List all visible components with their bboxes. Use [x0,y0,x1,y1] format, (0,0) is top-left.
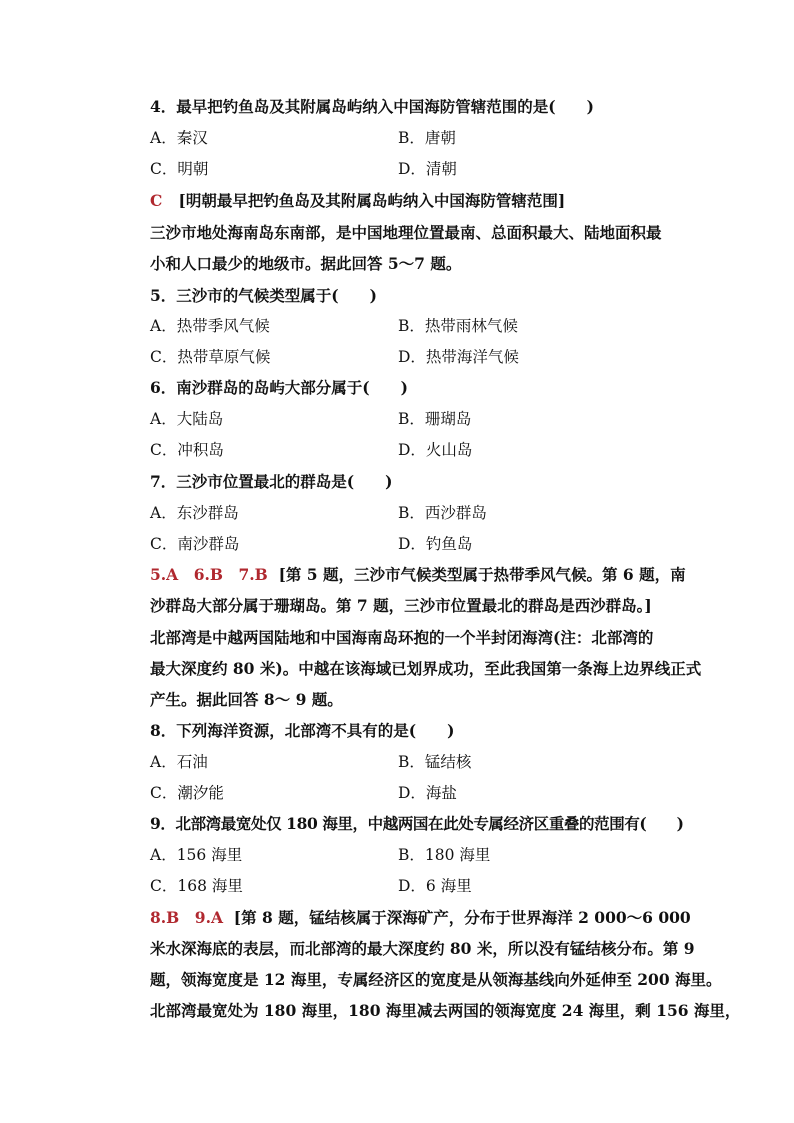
question-6-options-row1 [150,409,670,429]
answer-5-7-text-1: [第 5 题，三沙市气候类型属于热带季风气候。第 6 题，南 [278,565,686,584]
option-6d: D．火山岛 [398,441,473,459]
option-5a: A．热带季风气候 [150,317,270,335]
answer-4 [150,191,670,211]
question-7-options-row2 [150,534,670,554]
option-4c: C．明朝 [150,160,209,178]
question-8-stem: 8．下列海洋资源，北部湾不具有的是( ) [150,721,455,740]
question-6-stem: 6．南沙群岛的岛屿大部分属于( ) [150,378,408,397]
question-9-stem: 9．北部湾最宽处仅 180 海里，中越两国在此处专属经济区重叠的范围有( ) [150,814,684,833]
question-4-stem: 4．最早把钓鱼岛及其附属岛屿纳入中国海防管辖范围的是( ) [150,97,594,116]
question-9-options-row2 [150,876,670,896]
option-5d: D．热带海洋气候 [398,348,519,366]
passage-2-line-3: 产生。据此回答 8～ 9 题。 [150,690,343,709]
option-6a: A．大陆岛 [150,410,224,428]
answer-8-9-line-3: 题，领海宽度是 12 海里，专属经济区的宽度是从领海基线向外延伸至 200 海里。 [150,970,722,989]
question-5-options-row1 [150,316,670,336]
option-8c: C．潮汐能 [150,784,224,802]
passage-2-line-2: 最大深度约 80 米)。中越在该海域已划界成功，至此我国第一条海上边界线正式 [150,659,702,678]
question-4-options-row2 [150,159,670,179]
option-9c: C．168 海里 [150,877,243,895]
option-6b: B．珊瑚岛 [398,410,472,428]
option-7c: C．南沙群岛 [150,535,240,553]
option-4a: A．秦汉 [150,129,208,147]
answer-8-9-line-4: 北部湾最宽处为 180 海里，180 海里减去两国的领海宽度 24 海里，剩 156 海里， [150,1001,741,1020]
option-8a: A．石油 [150,753,208,771]
passage-1-line-2: 小和人口最少的地级市。据此回答 5～7 题。 [150,254,462,273]
option-8d: D．海盐 [398,784,457,802]
option-9b: B．180 海里 [398,846,491,864]
answer-5-7-line-1 [150,565,686,585]
answer-5-7-key: 5.A 6.B 7.B [150,565,268,584]
question-7-stem: 7．三沙市位置最北的群岛是( ) [150,472,393,491]
option-4d: D．清朝 [398,160,457,178]
passage-2-line-1: 北部湾是中越两国陆地和中国海南岛环抱的一个半封闭海湾(注：北部湾的 [150,628,654,647]
option-4b: B．唐朝 [398,129,456,147]
answer-8-9-line-2: 米水深海底的表层，而北部湾的最大深度约 80 米，所以没有锰结核分布。第 9 [150,939,695,958]
passage-1-line-1: 三沙市地处海南岛东南部，是中国地理位置最南、总面积最大、陆地面积最 [150,223,662,242]
option-9a: A．156 海里 [150,846,243,864]
question-5-stem: 5．三沙市的气候类型属于( ) [150,286,377,305]
option-7b: B．西沙群岛 [398,504,487,522]
option-9d: D．6 海里 [398,877,472,895]
answer-5-7-line-2: 沙群岛大部分属于珊瑚岛。第 7 题，三沙市位置最北的群岛是西沙群岛。] [150,596,652,615]
option-7d: D．钓鱼岛 [398,535,473,553]
answer-8-9-line-1 [150,908,691,928]
option-8b: B．锰结核 [398,753,472,771]
answer-4-text: [明朝最早把钓鱼岛及其附属岛屿纳入中国海防管辖范围] [178,191,566,210]
question-8-options-row2 [150,783,670,803]
question-8-options-row1 [150,752,670,772]
option-7a: A．东沙群岛 [150,504,239,522]
option-6c: C．冲积岛 [150,441,224,459]
answer-8-9-text-1: [第 8 题，锰结核属于深海矿产，分布于世界海洋 2 000～6 000 [233,908,691,927]
option-5c: C．热带草原气候 [150,348,271,366]
question-7-options-row1 [150,503,670,523]
question-6-options-row2 [150,440,670,460]
question-4-options-row1 [150,128,670,148]
option-5b: B．热带雨林气候 [398,317,518,335]
answer-8-9-key: 8.B 9.A [150,908,223,927]
question-9-options-row1 [150,845,670,865]
answer-4-key: C [150,191,163,210]
question-5-options-row2 [150,347,670,367]
